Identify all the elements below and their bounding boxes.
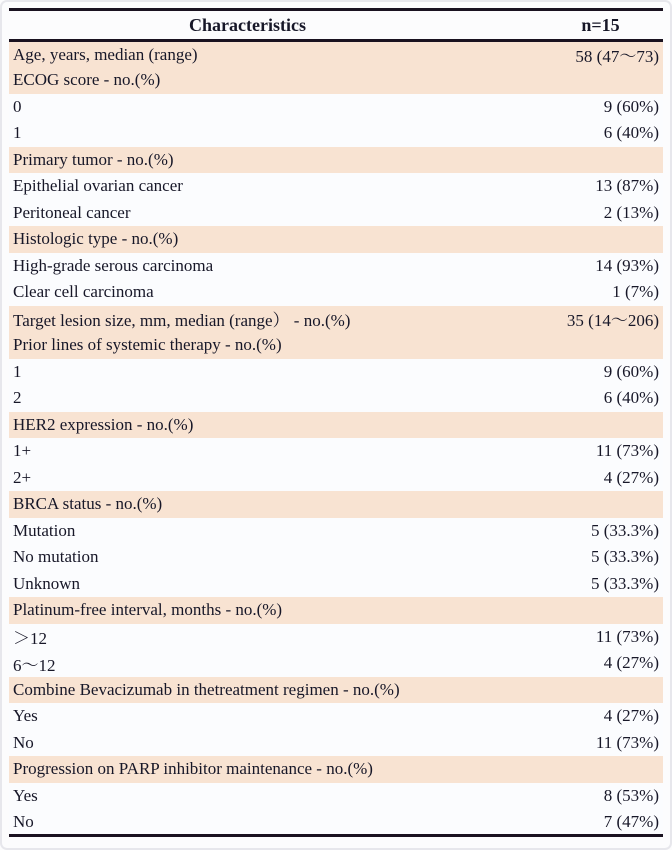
table-row <box>9 67 663 94</box>
row-value: 6 (40%) <box>603 123 659 143</box>
row-label: 1 <box>13 123 22 143</box>
row-value: 13 (87%) <box>595 176 659 196</box>
table-row <box>9 385 663 412</box>
row-value: 5 (33.3%) <box>591 573 659 593</box>
row-label: Histologic type - no.(%) <box>13 229 179 249</box>
table-header-row <box>9 10 663 41</box>
row-label: Mutation <box>13 520 76 540</box>
table-row <box>9 173 663 200</box>
row-label: HER2 expression - no.(%) <box>13 414 194 434</box>
table-row <box>9 359 663 386</box>
row-label: No <box>9 809 486 836</box>
table-row <box>9 624 663 651</box>
row-value: 8 (53%) <box>603 785 659 805</box>
row-value: 9 (60%) <box>603 96 659 116</box>
row-label: No <box>13 732 34 752</box>
table-body <box>9 41 663 836</box>
table-row <box>9 491 663 518</box>
table-row <box>9 650 663 677</box>
row-label: Prior lines of systemic therapy - no.(%) <box>13 335 282 355</box>
row-value: 58 (47～73) <box>575 47 659 66</box>
row-value <box>486 491 663 518</box>
row-value: 4 (27%) <box>603 706 659 726</box>
table-row <box>9 94 663 121</box>
table-row <box>9 809 663 836</box>
row-label: 6～12 <box>13 655 56 675</box>
row-value: 5 (33.3%) <box>591 547 659 567</box>
row-label: Unknown <box>13 573 81 593</box>
row-label: 0 <box>13 96 22 116</box>
table-row <box>9 306 663 333</box>
row-value <box>486 147 663 174</box>
table-row <box>9 677 663 704</box>
row-label: ECOG score - no.(%) <box>13 70 161 90</box>
table-row <box>9 279 663 306</box>
row-value: 9 (60%) <box>603 361 659 381</box>
row-label: Peritoneal cancer <box>13 202 131 222</box>
row-label: 1 <box>13 361 22 381</box>
table-row <box>9 438 663 465</box>
row-value: 14 (93%) <box>595 255 659 275</box>
row-value <box>486 332 663 359</box>
table-row <box>9 147 663 174</box>
row-label: 2 <box>13 388 22 408</box>
table-head <box>9 10 663 41</box>
table-row <box>9 730 663 757</box>
row-label: Target lesion size, mm, median (range） - no.(%) <box>13 311 351 331</box>
header-cell-n: n=15 <box>486 10 663 41</box>
row-label: ＞12 <box>13 629 47 649</box>
characteristics-table <box>9 8 663 837</box>
row-value: 7 (47%) <box>486 809 663 836</box>
row-label: BRCA status - no.(%) <box>13 494 163 514</box>
row-value <box>486 756 663 783</box>
table-row <box>9 571 663 598</box>
row-value <box>486 67 663 94</box>
row-value <box>486 597 663 624</box>
row-label: Clear cell carcinoma <box>13 282 154 302</box>
table-row <box>9 412 663 439</box>
row-label: Yes <box>13 706 38 726</box>
header-cell-characteristics: Characteristics <box>9 10 486 41</box>
table-row <box>9 120 663 147</box>
row-value: 5 (33.3%) <box>591 520 659 540</box>
row-value: 4 (27%) <box>603 653 659 673</box>
row-label: Progression on PARP inhibitor maintenance - no.(%) <box>13 759 373 779</box>
row-value <box>486 226 663 253</box>
table-row <box>9 783 663 810</box>
row-label: Yes <box>13 785 38 805</box>
row-label: No mutation <box>13 547 99 567</box>
row-value: 11 (73%) <box>595 441 659 461</box>
table-row <box>9 41 663 68</box>
row-label: Epithelial ovarian cancer <box>13 176 183 196</box>
row-value: 4 (27%) <box>603 467 659 487</box>
table-row <box>9 332 663 359</box>
row-value <box>486 412 663 439</box>
row-value: 35 (14～206) <box>566 311 659 331</box>
row-label: Combine Bevacizumab in thetreatment regimen - no.(%) <box>13 679 400 699</box>
row-value <box>486 677 663 704</box>
table-row <box>9 544 663 571</box>
row-value: 11 (73%) <box>595 626 659 646</box>
row-label: 1+ <box>13 441 32 461</box>
table-row <box>9 226 663 253</box>
table-row <box>9 756 663 783</box>
table-row <box>9 465 663 492</box>
table-row <box>9 597 663 624</box>
table-row <box>9 703 663 730</box>
row-value: 6 (40%) <box>603 388 659 408</box>
table-row <box>9 200 663 227</box>
row-label: High-grade serous carcinoma <box>13 255 214 275</box>
row-label: Platinum-free interval, months - no.(%) <box>13 600 283 620</box>
row-label: Primary tumor - no.(%) <box>13 149 174 169</box>
table-row <box>9 253 663 280</box>
row-label: Age, years, median (range) <box>13 44 198 64</box>
row-label: 2+ <box>13 467 32 487</box>
table-row <box>9 518 663 545</box>
row-value: 1 (7%) <box>612 282 659 302</box>
row-value: 11 (73%) <box>595 732 659 752</box>
row-value: 2 (13%) <box>603 202 659 222</box>
